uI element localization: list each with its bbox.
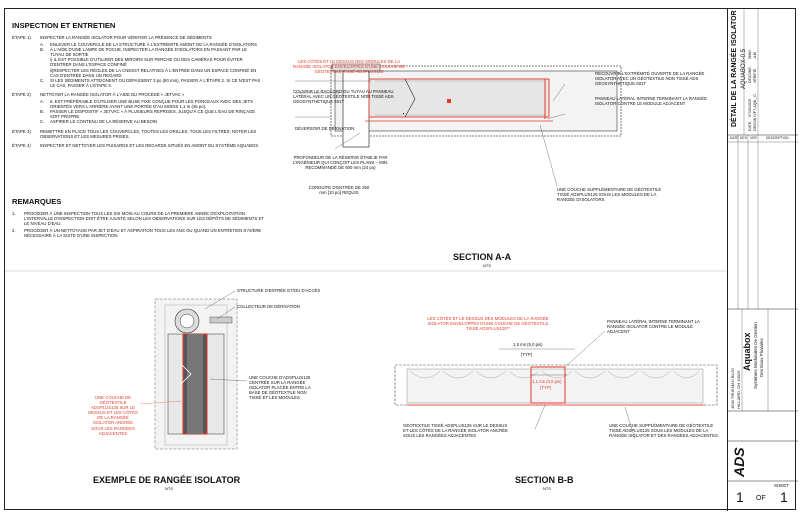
exemple-nts: NTS [165, 486, 173, 491]
tb-address2: HILLIARD, OH 43026 [736, 370, 741, 409]
step-row: A. ENLEVER LE COUVERCLE DE LA STRUCTURE À L'EXTRÉMITÉ AMONT DE LA RANGÉE D'ISOLATORS [40, 42, 257, 48]
aa-panneau: PANNEAU LATÉRAL INTERNE TERMINANT LA RANGÉE ISOLATOR CONTRE LE MODULE ADJACENT [595, 96, 707, 107]
tb-dessine-label: DESSINÉ: [748, 66, 752, 83]
tb-sheet-label: SHEET [774, 483, 790, 488]
tb-date-label: DATE: [748, 120, 752, 131]
tb-address1: 4640 TRUEMAN BLVD [730, 368, 735, 409]
title-block-lines [728, 9, 798, 511]
ex-collecteur: COLLECTEUR DE DÉRIVATION [237, 304, 300, 309]
step-row: i) IL EST POSSIBLE D'UTILISER DES MIROIRS SUR PERCHE OU DES CAMÉRAS POUR ÉVITER D'ENTRER DANS L'ESPACE CONFINÉ [50, 57, 243, 68]
tb-verifie-label: VÉRIFIÉ: [753, 68, 757, 83]
title-block [727, 9, 797, 511]
bb-red-note: LES CÔTÉS ET LE DESSUS DES MODULES DE LA RANGÉE ISOLATOR ENVELOPPÉS D'UNE COUCHE DE GÉOTEXTILE TISSÉ ADSPLUS125** [427, 316, 549, 332]
tb-rev-des: DES [740, 136, 747, 140]
tb-verifie: JLM [753, 52, 757, 59]
bb-dim2b: (TYP) [540, 385, 552, 390]
aa-conduite: CONDUITE D'ENTRÉE DE 250 mm [10 po] REQUIS [308, 185, 370, 196]
remarques-heading: REMARQUES [12, 197, 62, 206]
inspection-steps [12, 35, 262, 148]
exemple-title: EXEMPLE DE RANGÉE ISOLATOR [93, 475, 241, 485]
step-row: ii)RESPECTER LES RÈGLES DE LA CNESST RELATIVES À L'ENTRÉE DANS UN ESPACE CONFINÉ EN CAS D'ENTRÉE DANS UN REGARD [50, 67, 257, 78]
tb-rev-desc: DESCRIPTION [766, 136, 789, 140]
section-aa-nts: NTS [483, 263, 491, 268]
tb-detail-title: DÉTAIL DE LA RANGÉE ISOLATOR [731, 10, 738, 127]
step-row: C. SI LES SÉDIMENTS ATTEIGNENT OU DÉPASSENT 3 po (80 mm), PASSER À L'ÉTAPE 2. SI CE N'EST PAS LE CAS, PASSER À L'ÉTAPE 3. [40, 77, 261, 88]
step-row: ÉTAPE 3) REMETTRE EN PLACE TOUS LES COUVERCLES, TOUTES LES GRILLES, TOUS LES FILTRES; NOTER LES OBSERVATIONS ET LES MESURES PRISES. [12, 128, 257, 139]
exemple-drawing [140, 291, 247, 449]
remarque-item: 1. PROCÉDER À UNE INSPECTION TOUS LES SIX MOIS AU COURS DE LA PREMIÈRE ANNÉE D'EXPLOITATION. L'INTERVALLE D'INSPECTION DOIT ÊTRE AJUSTÉ SELON LES OBSERVATIONS SUR LES DÉPÔTS DE SÉDIMENTS ET LE NIVEAU D'EAU. [12, 211, 264, 227]
section-bb-title: SECTION B-B [515, 475, 574, 485]
remarque-item: 2. PROCÉDER À UN NETTOYAGE PAR JET D'EAU ET ASPIRATION TOUS LES ANS OU QUAND UN ENTRETIEN S'AVÈRE NÉCESSAIRE À LA SUITE D'UNE INSPECTION. [12, 228, 262, 239]
bb-panneau: PANNEAU LATÉRAL INTERNE TERMINANT LA RANGÉE ISOLATOR CONTRE LE MODULE ADJACENT [607, 319, 700, 335]
ex-structure: STRUCTURE D'ENTRÉE ET/OU D'ACCÈS [237, 288, 321, 293]
tb-sheet-of: OF [756, 495, 766, 502]
step-row: ÉTAPE 2) NETTOYER LA RANGÉE ISOLATOR À L'AIDE DU PROCÉDÉ « JETVAC » [12, 91, 185, 97]
bb-dim1: 1,5 ms (5,0 pis) [513, 342, 543, 347]
tb-subtitle1: Systèmes Modulaires De Gestion [753, 322, 758, 389]
ex-red-note: UNE COUCHE DE GÉOTEXTILE ADSPLUS125 SUR LE DESSUS ET LES CÔTÉS DE LA RANGÉE ISOLATOR ANCRÉE SOUS LES RANGÉES ADJACENTES [88, 395, 138, 436]
bb-dim1b: (TYP) [521, 352, 533, 357]
tb-brand: Aquabox [742, 332, 752, 371]
aa-cover-note: COUVRIR LE RACCORD DU TUYAU AU PANNEAU LATÉRAL AVEC UN GÉOTEXTILE NON TISSÉ ADS GÉOSYNTHÉTIQUE 601T [293, 89, 394, 105]
aa-red-note: LES CÔTÉS ET LE DESSUS DES MODULES DE LA RANGÉE ISOLATOR ENVELOPPÉS D'UNE COUCHE DE GÉOTEXTILE TISSÉ ADSPLUS125 [293, 59, 405, 75]
tb-model: AQUABOX-0.5 [741, 48, 747, 89]
step-row: A. IL EST PRÉFÉRABLE D'UTILISER UNE BUSE FIXE CONÇUE POUR LES PONCEAUX AVEC DES JETS ORIENTÉS VERS L'ARRIÈRE AYANT UNE PORTÉE D'AU MOINS 1,1 m (45 po). [40, 99, 253, 110]
tb-dessine: SMW [748, 50, 752, 59]
remarques-list [12, 211, 270, 238]
step-row: C. ASPIRER LE CONTENU DE LA RÉSERVE AU BESOIN [40, 119, 158, 125]
drawing-sheet [4, 8, 796, 510]
bb-dim2: 1,1 ms (3,5 pis) [532, 379, 562, 384]
tb-sheet-total: 1 [780, 489, 788, 505]
step-row: B. À L'AIDE D'UNE LAMPE DE POCHE, INSPECTER LA RANGÉE D'ISOLATORS EN PASSANT PAR LE TUYAU DE SORTIE [40, 47, 247, 58]
step-row: B. PASSER LE DISPOSITIF « JETVAC » À PLUSIEURS REPRISES, JUSQU'À CE QUE L'EAU DE RINÇAGE SOIT PROPRE [40, 109, 256, 120]
bb-geotextile: GÉOTEXTILE TISSÉ ADSPLUS125 SUR LE DESSUS ET LES CÔTÉS DE LA RANGÉE ISOLATOR ANCRÉE SOUS LES RANGÉES ADJACENTES [403, 423, 508, 439]
tb-rev-ver: VER [750, 136, 757, 140]
tb-dessin: FT-AQB-_G [753, 94, 757, 113]
tb-sheet-num: 1 [736, 489, 744, 505]
aa-deversoir: DÉVERSOIR DE DÉRIVATION [295, 126, 355, 131]
aa-recouvrir: RECOUVRIR L'EXTRÉMITÉ OUVERTE DE LA RANGÉE ISOLATOR AVEC UN GÉOTEXTILE NON TISSÉ ADS GÉOSYNTHÉTIQUE 601T [595, 71, 705, 87]
inspection-heading: INSPECTION ET ENTRETIEN [12, 21, 116, 30]
aa-profondeur: PROFONDEUR DE LA RÉSERVE ÉTABLIE PAR L'INGÉNIEUR QUI CONÇOIT LES PLANS – MIN. RECOMMANDÉ DE 600 mm (24 po) [292, 155, 389, 171]
section-aa-title: SECTION A-A [453, 252, 512, 262]
ads-logo-text: ADS [731, 447, 747, 477]
tb-rev-date: DATE [730, 136, 739, 140]
aa-couche: UNE COUCHE SUPPLÉMENTAIRE DE GÉOTEXTILE TISSÉ ADSPLUS125 SOUS LES MODULES DE LA RANGÉE D'ISOLATORS [557, 187, 662, 203]
ex-couche: UNE COUCHE D'ADSPLUS125 CENTRÉE SUR LA RANGÉE ISOLATOR PLACÉE ENTRE LA BASE DE GÉOTEXTILE NON TISSÉ ET LES MODULES [249, 375, 311, 401]
section-bb-nts: NTS [543, 486, 551, 491]
step-row: ÉTAPE 4) INSPECTER ET NETTOYER LES PUISARDS ET LES REGARDS SITUÉS EN AMONT DU SYSTÈME AQUABOX. [12, 142, 260, 148]
step-row: ÉTAPE 1) INSPECTER LA RANGÉE ISOLATOR POUR VÉRIFIER LA PRÉSENCE DE SÉDIMENTS [12, 35, 212, 40]
tb-date: 07/10/2025 [748, 99, 752, 117]
tb-dessin-label: DESSIN N°: [753, 111, 757, 131]
tb-subtitle2: Des Eaux Pluviales [759, 338, 764, 377]
bb-couche: UNE COUCHE SUPPLÉMENTAIRE DE GÉOTEXTILE TISSÉ ADSPLUS125 SOUS LES MODULES DE LA RANGÉE ISOLATOR ET DES RANGÉES ADJACENTES. [609, 423, 720, 439]
